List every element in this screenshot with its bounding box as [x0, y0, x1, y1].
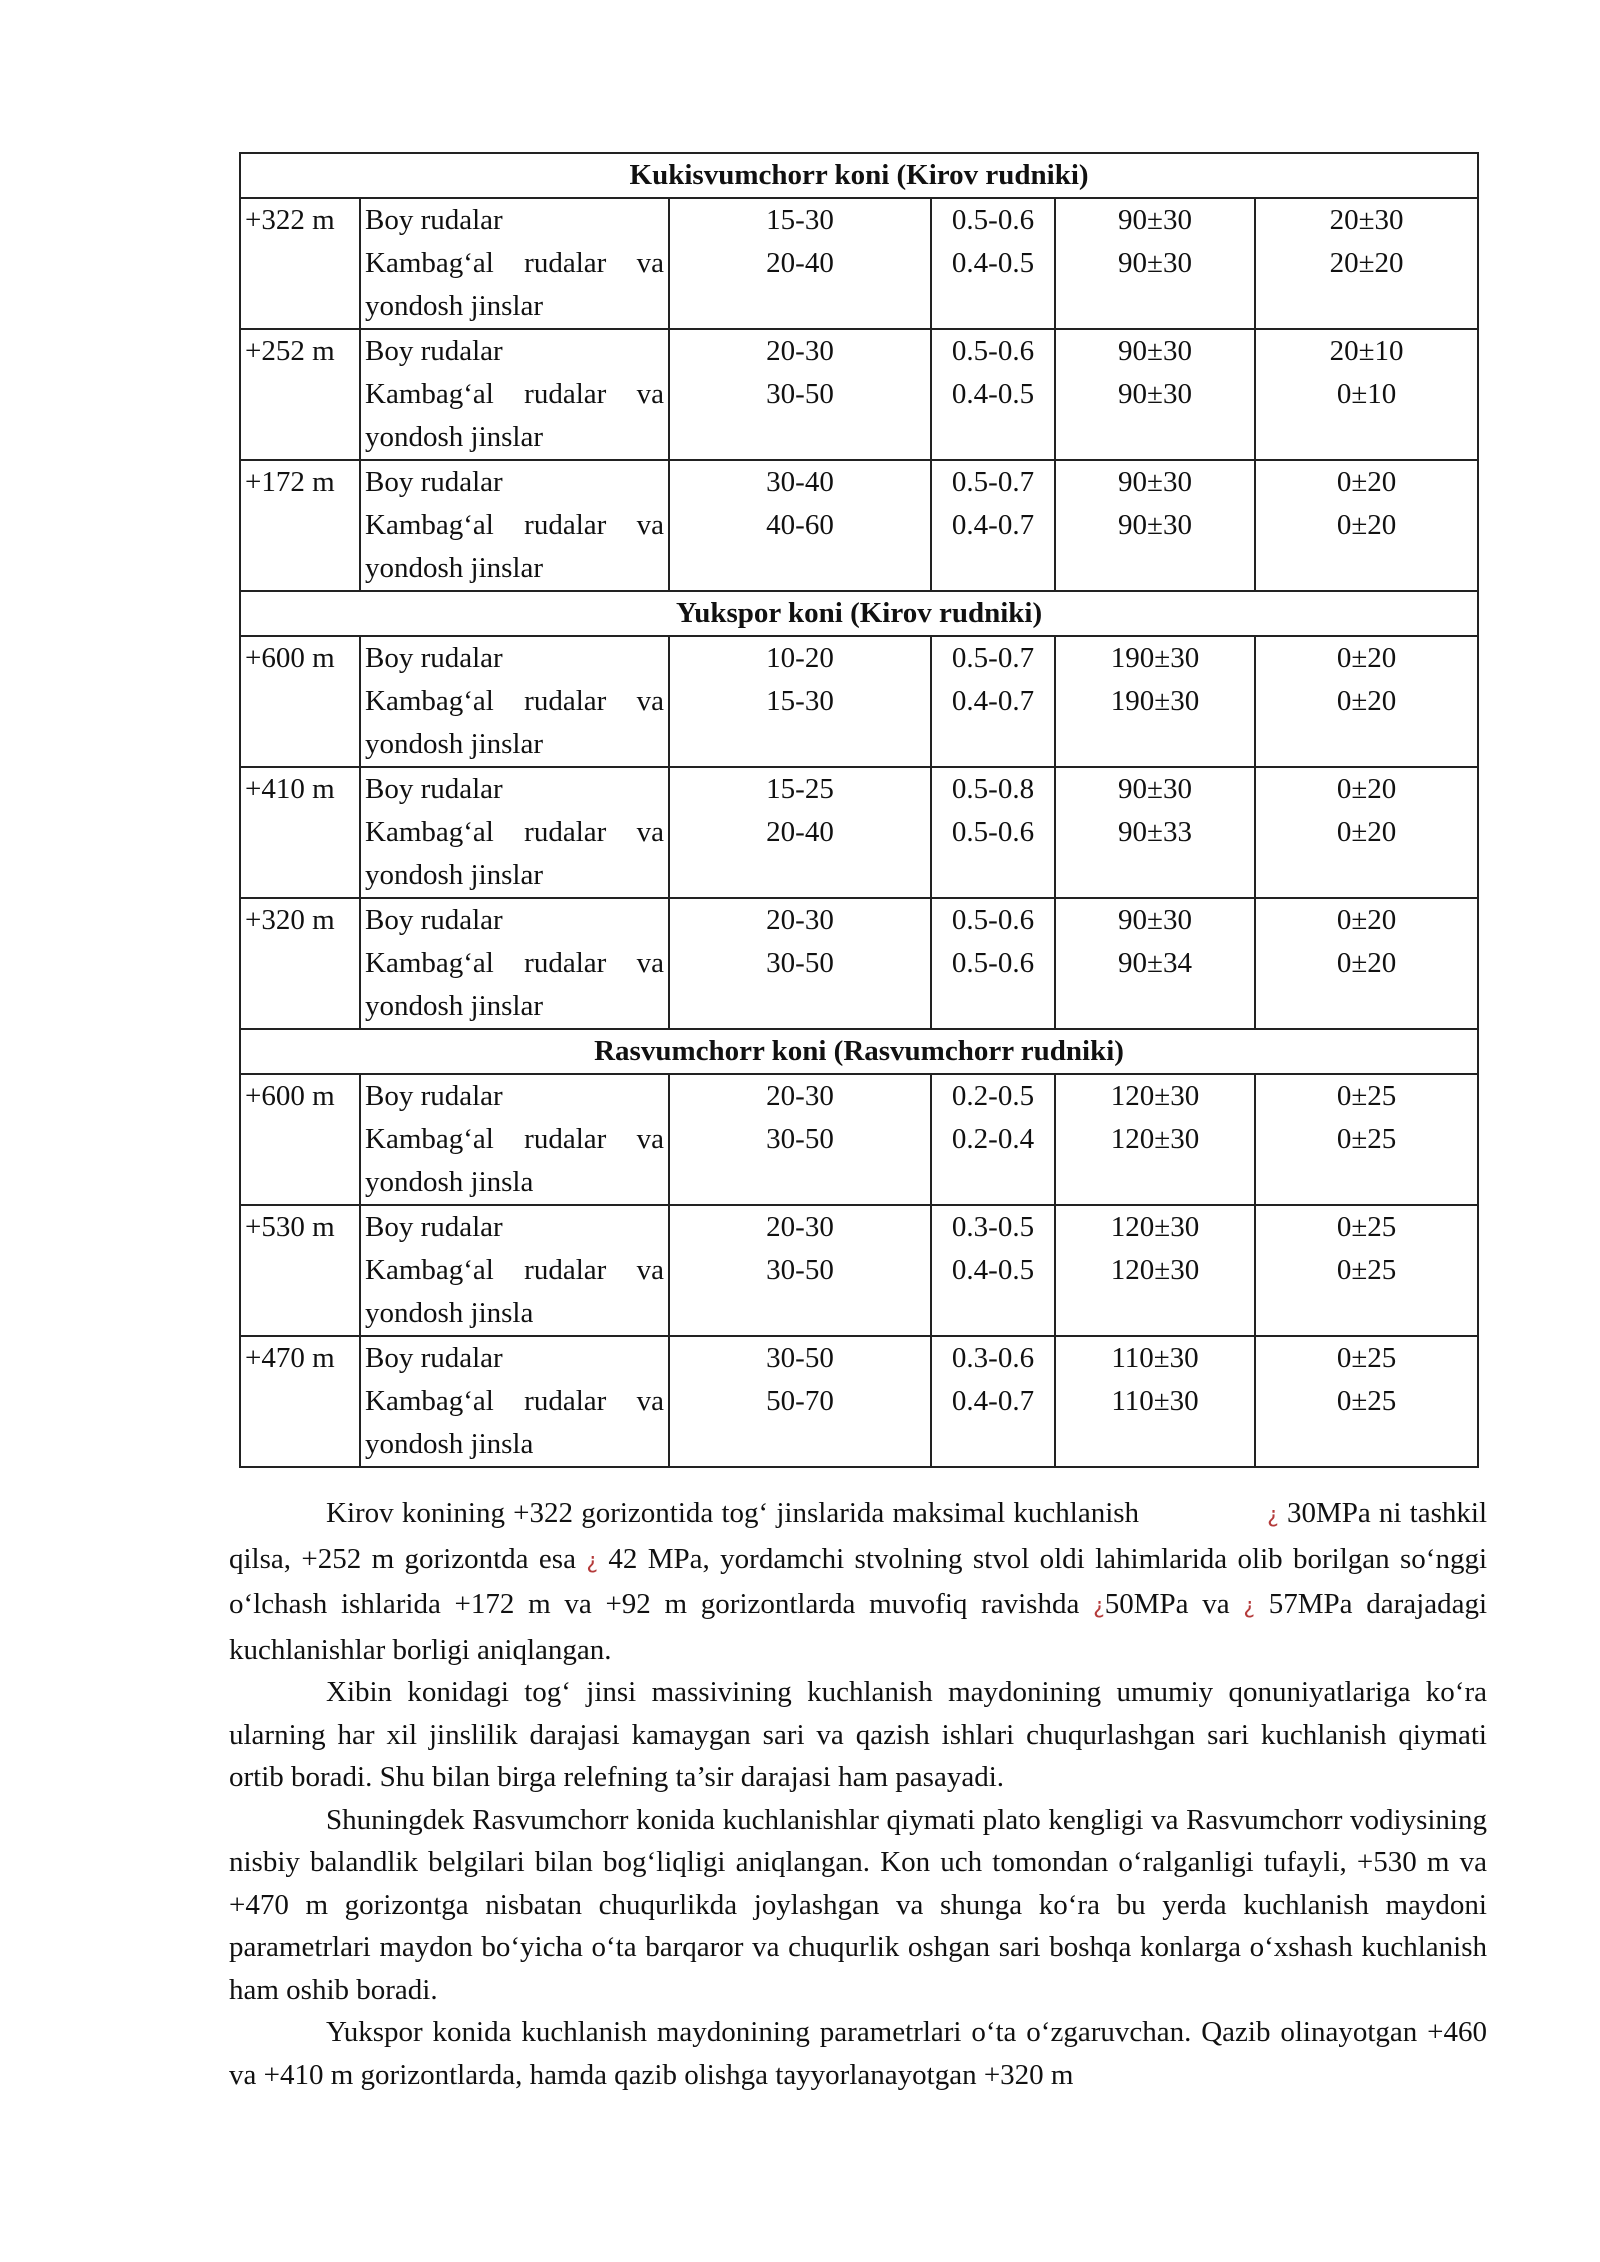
horizon-level-cell: +172 m: [240, 460, 360, 591]
horizon-level-cell: +320 m: [240, 898, 360, 1029]
horizon-level-cell: +322 m: [240, 198, 360, 329]
value-line: 20-30: [766, 1080, 834, 1112]
value-cell-col4: [1255, 898, 1478, 1029]
value-line: 0.4-0.7: [951, 509, 1035, 541]
value-cell-col1: [669, 1336, 931, 1467]
rock-type-line: yondosh jinsla: [365, 1166, 534, 1198]
value-cell-col1: [669, 460, 931, 591]
rock-type-line: yondosh jinslar: [365, 552, 544, 584]
value-line: 90±30: [1118, 773, 1192, 805]
body-text: [229, 1492, 1487, 2096]
table-row: [240, 1205, 1478, 1336]
value-line: 0±25: [1336, 1123, 1397, 1155]
rock-type-line: Boy rudalar: [365, 1211, 503, 1243]
value-line: 15-30: [766, 685, 834, 717]
value-line: 0±25: [1336, 1342, 1397, 1374]
missing-symbol-icon: ¿: [1243, 1594, 1256, 1619]
paragraph-3: Shuningdek Rasvumchorr konida kuchlanishlar qiymati plato kengligi va Rasvumchorr vodiysining nisbiy balandlik belgilari bilan bog‘liqligi aniqlangan. Kon uch tomondan o‘ralganligi tufayli, +530 m va +470 m gorizontga nisbatan chuqurlikda joylashgan va shunga ko‘ra bu yerda kuchlanish maydoni parametrlari maydon bo‘yicha o‘ta barqaror va chuqurlik oshgan sari boshqa konlarga o‘xshash kuchlanish ham oshib boradi.: [229, 1803, 1487, 2006]
rock-type-line: Kambag‘al rudalar va: [365, 509, 664, 541]
value-line: 20±20: [1329, 247, 1404, 279]
value-line: 30-50: [766, 378, 834, 410]
section-title: Kukisvumchorr koni (Kirov rudniki): [240, 153, 1478, 198]
paragraph-1: [229, 1492, 1487, 1671]
value-line: 0.5-0.6: [951, 947, 1035, 979]
rock-type-line: Kambag‘al rudalar va: [365, 1123, 664, 1155]
value-line: 0.4-0.5: [951, 1254, 1035, 1286]
missing-symbol-icon: ¿: [1267, 1503, 1279, 1528]
rock-type-line: Boy rudalar: [365, 642, 503, 674]
value-line: 20-30: [766, 904, 834, 936]
value-line: 0±25: [1336, 1385, 1397, 1417]
value-cell-col1: [669, 767, 931, 898]
rock-type-line: Boy rudalar: [365, 904, 503, 936]
value-line: 0±25: [1336, 1211, 1397, 1243]
value-cell-col2: [931, 898, 1055, 1029]
value-cell-col3: [1055, 1074, 1255, 1205]
value-line: 50-70: [766, 1385, 834, 1417]
value-line: 90±30: [1118, 335, 1192, 367]
value-line: 20-30: [766, 1211, 834, 1243]
value-line: 190±30: [1110, 685, 1200, 717]
value-line: 0.2-0.4: [951, 1123, 1035, 1155]
value-cell-col3: [1055, 198, 1255, 329]
value-cell-col1: [669, 198, 931, 329]
value-cell-col3: [1055, 767, 1255, 898]
value-line: 120±30: [1110, 1254, 1200, 1286]
value-cell-col3: [1055, 636, 1255, 767]
value-line: 20±10: [1329, 335, 1404, 367]
rock-type-line: Kambag‘al rudalar va: [365, 947, 664, 979]
value-line: 15-25: [766, 773, 834, 805]
value-line: 120±30: [1110, 1211, 1200, 1243]
value-cell-col3: [1055, 898, 1255, 1029]
rock-type-cell: [360, 329, 669, 460]
table-row: [240, 898, 1478, 1029]
value-line: 0.5-0.7: [951, 466, 1035, 498]
rock-type-line: yondosh jinsla: [365, 1297, 534, 1329]
value-cell-col4: [1255, 198, 1478, 329]
rock-type-line: Boy rudalar: [365, 335, 503, 367]
rock-type-cell: [360, 1336, 669, 1467]
value-line: 10-20: [766, 642, 834, 674]
table-row: [240, 329, 1478, 460]
value-line: 120±30: [1110, 1123, 1200, 1155]
horizon-level-cell: +410 m: [240, 767, 360, 898]
table-row: [240, 460, 1478, 591]
value-cell-col4: [1255, 636, 1478, 767]
stress-data-table: [239, 152, 1479, 1468]
rock-type-line: Boy rudalar: [365, 1342, 503, 1374]
value-line: 120±30: [1110, 1080, 1200, 1112]
value-line: 0.5-0.6: [951, 335, 1035, 367]
value-line: 0.4-0.7: [951, 1385, 1035, 1417]
horizon-level-cell: +470 m: [240, 1336, 360, 1467]
value-cell-col4: [1255, 460, 1478, 591]
rock-type-line: Kambag‘al rudalar va: [365, 816, 664, 848]
value-cell-col4: [1255, 1205, 1478, 1336]
rock-type-line: Boy rudalar: [365, 773, 503, 805]
value-line: 0±20: [1336, 773, 1397, 805]
rock-type-cell: [360, 460, 669, 591]
value-line: 30-50: [766, 947, 834, 979]
value-line: 0.5-0.7: [951, 642, 1035, 674]
value-line: 90±30: [1118, 204, 1192, 236]
missing-symbol-icon: ¿: [586, 1548, 599, 1574]
value-line: 0.4-0.7: [951, 685, 1035, 717]
rock-type-line: Boy rudalar: [365, 204, 503, 236]
horizon-level-cell: +530 m: [240, 1205, 360, 1336]
value-line: 0.4-0.5: [951, 247, 1035, 279]
section-title: Rasvumchorr koni (Rasvumchorr rudniki): [240, 1029, 1478, 1074]
rock-type-cell: [360, 636, 669, 767]
horizon-level-cell: +600 m: [240, 636, 360, 767]
value-line: 30-50: [766, 1254, 834, 1286]
value-line: 0±20: [1336, 466, 1397, 498]
table-row: [240, 1074, 1478, 1205]
value-cell-col2: [931, 198, 1055, 329]
value-line: 40-60: [766, 509, 834, 541]
value-cell-col2: [931, 1336, 1055, 1467]
value-line: 0.5-0.6: [951, 816, 1035, 848]
value-line: 90±30: [1118, 509, 1192, 541]
value-line: 110±30: [1111, 1342, 1199, 1374]
value-line: 90±30: [1118, 466, 1192, 498]
value-line: 0.4-0.5: [951, 378, 1035, 410]
rock-type-cell: [360, 898, 669, 1029]
value-line: 30-40: [766, 466, 834, 498]
value-cell-col2: [931, 1205, 1055, 1336]
rock-type-line: Kambag‘al rudalar va: [365, 1385, 664, 1417]
rock-type-line: Boy rudalar: [365, 466, 503, 498]
value-line: 0±20: [1336, 685, 1397, 717]
value-cell-col1: [669, 636, 931, 767]
value-line: 0±20: [1336, 509, 1397, 541]
section-header-row: [240, 153, 1478, 198]
value-cell-col1: [669, 898, 931, 1029]
horizon-level-cell: +252 m: [240, 329, 360, 460]
value-cell-col2: [931, 329, 1055, 460]
value-line: 15-30: [766, 204, 834, 236]
value-line: 20-30: [766, 335, 834, 367]
value-line: 90±34: [1118, 947, 1192, 979]
missing-symbol-icon: ¿: [1093, 1594, 1105, 1619]
rock-type-line: yondosh jinslar: [365, 728, 544, 760]
value-line: 0.5-0.8: [951, 773, 1035, 805]
value-line: 90±30: [1118, 378, 1192, 410]
value-line: 0±25: [1336, 1254, 1397, 1286]
section-header-row: [240, 1029, 1478, 1074]
table-row: [240, 767, 1478, 898]
value-line: 30-50: [766, 1123, 834, 1155]
rock-type-line: yondosh jinslar: [365, 990, 544, 1022]
paragraph-4: Yukspor konida kuchlanish maydonining parametrlari o‘ta o‘zgaruvchan. Qazib olinayotgan +460 va +410 m gorizontlarda, hamda qazib olishga tayyorlanayotgan +320 m: [229, 2016, 1487, 2091]
value-cell-col2: [931, 767, 1055, 898]
section-header-row: [240, 591, 1478, 636]
table-row: [240, 198, 1478, 329]
value-cell-col2: [931, 1074, 1055, 1205]
p1-part-a: Kirov konining +322 gorizontida tog‘ jinslarida maksimal kuchlanish: [326, 1497, 1140, 1529]
rock-type-cell: [360, 1205, 669, 1336]
value-cell-col3: [1055, 1336, 1255, 1467]
value-line: 20-40: [766, 247, 834, 279]
rock-type-line: Kambag‘al rudalar va: [365, 685, 664, 717]
value-line: 110±30: [1111, 1385, 1199, 1417]
value-line: 0±10: [1336, 378, 1397, 410]
value-line: 30-50: [766, 1342, 834, 1374]
value-cell-col2: [931, 636, 1055, 767]
value-cell-col1: [669, 329, 931, 460]
rock-type-line: yondosh jinslar: [365, 421, 544, 453]
value-cell-col4: [1255, 767, 1478, 898]
value-line: 0±25: [1336, 1080, 1397, 1112]
value-line: 20-40: [766, 816, 834, 848]
value-cell-col4: [1255, 1074, 1478, 1205]
horizon-level-cell: +600 m: [240, 1074, 360, 1205]
paragraph-2: Xibin konidagi tog‘ jinsi massivining kuchlanish maydonining umumiy qonuniyatlariga ko‘ra ularning har xil jinslilik darajasi kamaygan sari va qazish ishlari chuqurlashgan sari kuchlanish qiymati ortib boradi. Shu bilan birga relefning ta’sir darajasi ham pasayadi.: [229, 1676, 1487, 1793]
value-line: 0.3-0.6: [951, 1342, 1035, 1374]
p1-part-d: 50MPa va: [1104, 1588, 1230, 1620]
value-line: 20±30: [1329, 204, 1404, 236]
value-cell-col3: [1055, 1205, 1255, 1336]
rock-type-line: yondosh jinsla: [365, 1428, 534, 1460]
p1-part-b: 30MPa ni tashkil qilsa, +252 m gorizontda esa: [229, 1497, 1488, 1575]
value-cell-col1: [669, 1074, 931, 1205]
value-line: 0±20: [1336, 816, 1397, 848]
value-line: 90±33: [1118, 816, 1192, 848]
table-row: [240, 1336, 1478, 1467]
value-cell-col3: [1055, 329, 1255, 460]
rock-type-line: yondosh jinslar: [365, 859, 544, 891]
rock-type-line: Kambag‘al rudalar va: [365, 378, 664, 410]
p1-part-e: 57MPa darajadagi kuchlanishlar borligi aniqlangan.: [229, 1588, 1488, 1666]
value-line: 0.5-0.6: [951, 904, 1035, 936]
value-line: 0±20: [1336, 642, 1397, 674]
rock-type-line: yondosh jinslar: [365, 290, 544, 322]
value-cell-col3: [1055, 460, 1255, 591]
section-title: Yukspor koni (Kirov rudniki): [240, 591, 1478, 636]
p1-part-c: 42 MPa, yordamchi stvolning stvol oldi lahimlarida olib borilgan so‘nggi o‘lchash ishlarida +172 m va +92 m gorizontlarda muvofiq ravishda: [229, 1542, 1488, 1620]
value-line: 0.3-0.5: [951, 1211, 1035, 1243]
value-cell-col2: [931, 460, 1055, 591]
rock-type-cell: [360, 767, 669, 898]
value-cell-col1: [669, 1205, 931, 1336]
rock-type-cell: [360, 198, 669, 329]
value-cell-col4: [1255, 329, 1478, 460]
value-cell-col4: [1255, 1336, 1478, 1467]
rock-type-line: Boy rudalar: [365, 1080, 503, 1112]
rock-type-line: Kambag‘al rudalar va: [365, 1254, 664, 1286]
value-line: 0±20: [1336, 947, 1397, 979]
value-line: 0.5-0.6: [951, 204, 1035, 236]
value-line: 0±20: [1336, 904, 1397, 936]
table-row: [240, 636, 1478, 767]
value-line: 190±30: [1110, 642, 1200, 674]
rock-type-cell: [360, 1074, 669, 1205]
value-line: 90±30: [1118, 247, 1192, 279]
rock-type-line: Kambag‘al rudalar va: [365, 247, 664, 279]
value-line: 0.2-0.5: [951, 1080, 1035, 1112]
value-line: 90±30: [1118, 904, 1192, 936]
